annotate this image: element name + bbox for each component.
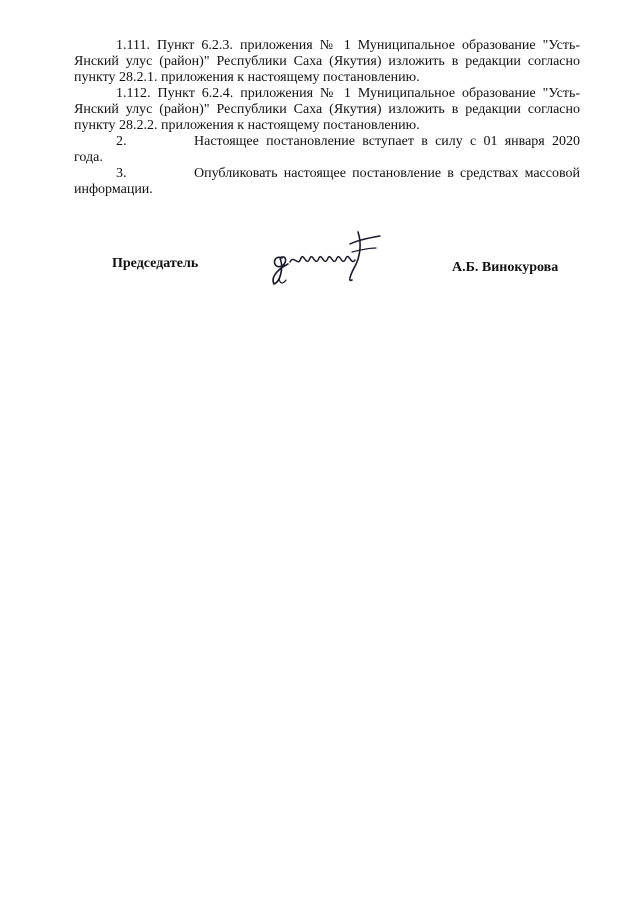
paragraph-2 <box>74 134 580 166</box>
paragraph-3-text: Опубликовать настоящее постановление в средствах массовой информации. <box>74 166 580 197</box>
paragraph-2-number: 2. <box>116 134 127 149</box>
signatory-role: Председатель <box>112 256 199 271</box>
paragraph-1-111: 1.111. Пункт 6.2.3. приложения № 1 Муниципальное образование "Усть-Янский улус (район)" Республики Саха (Якутия) изложить в редакции согласно пункту 28.2.1. приложения к настоящему постановлению. <box>74 38 580 85</box>
paragraph-2-text: Настоящее постановление вступает в силу с 01 января 2020 года. <box>74 134 580 165</box>
paragraph-3-number: 3. <box>116 166 127 181</box>
paragraph-1-112: 1.112. Пункт 6.2.4. приложения № 1 Муниципальное образование "Усть-Янский улус (район)" Республики Саха (Якутия) изложить в редакции согласно пункту 28.2.2. приложения к настоящему постановлению. <box>74 86 580 133</box>
handwritten-signature-icon <box>268 224 386 286</box>
signature-block <box>0 220 640 290</box>
paragraph-3 <box>74 166 580 198</box>
signatory-name: А.Б. Винокурова <box>452 260 559 275</box>
document-body <box>74 38 580 198</box>
